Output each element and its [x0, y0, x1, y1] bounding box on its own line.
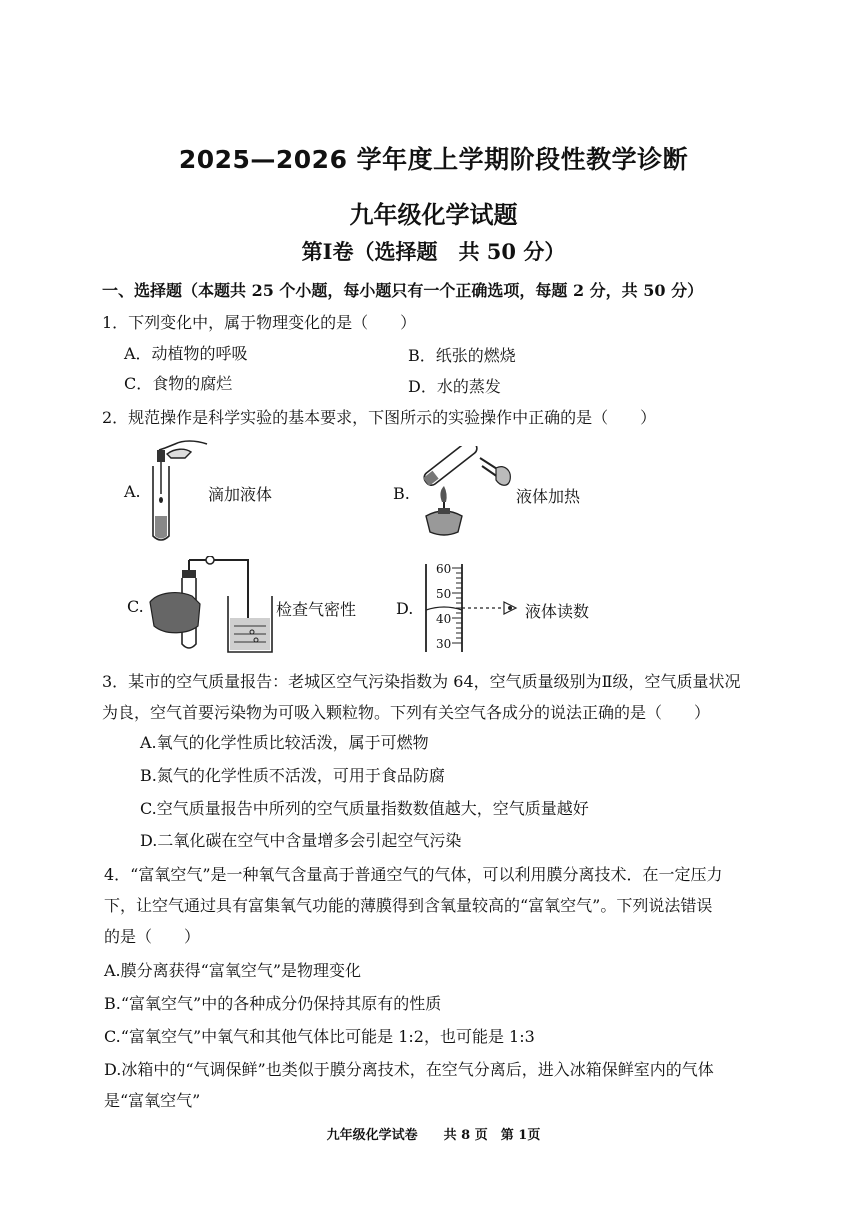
- cylinder-tick-40: 40: [436, 612, 452, 626]
- question-4-option-d: D.冰箱中的“气调保鲜”也类似于膜分离技术，在空气分离后，进入冰箱保鲜室内的气体: [104, 1060, 714, 1079]
- question-1-option-d: D．水的蒸发: [408, 377, 501, 396]
- question-3-stem-line-2: 为良，空气首要污染物为可吸入颗粒物。下列有关空气各成分的说法正确的是（ ）: [102, 703, 711, 722]
- question-1-stem: 1．下列变化中，属于物理变化的是（ ）: [102, 313, 417, 332]
- cylinder-tick-60: 60: [436, 562, 452, 576]
- airtightness-figure: [148, 556, 278, 656]
- figure-c-letter: C.: [127, 597, 144, 616]
- question-4-option-b: B.“富氧空气”中的各种成分仍保持其原有的性质: [104, 994, 442, 1013]
- graduated-cylinder-figure: [418, 560, 528, 655]
- question-4-stem-line-1: 4．“富氧空气”是一种氧气含量高于普通空气的气体，可以利用膜分离技术．在一定压力: [104, 865, 723, 884]
- figure-a-caption: 滴加液体: [208, 485, 273, 504]
- cylinder-tick-30: 30: [436, 637, 452, 651]
- question-2-stem: 2．规范操作是科学实验的基本要求，下图所示的实验操作中正确的是（ ）: [102, 408, 657, 427]
- dropper-figure: [145, 436, 210, 546]
- question-3-option-d: D.二氧化碳在空气中含量增多会引起空气污染: [140, 831, 462, 850]
- figure-b-caption: 液体加热: [516, 487, 581, 506]
- cylinder-tick-50: 50: [436, 587, 452, 601]
- question-3-option-a: A.氧气的化学性质比较活泼，属于可燃物: [140, 733, 429, 752]
- figure-a-letter: A.: [124, 482, 141, 501]
- alcohol-lamp-figure: [412, 446, 517, 541]
- question-1-option-c: C．食物的腐烂: [124, 374, 233, 393]
- exam-subtitle: 九年级化学试题: [349, 201, 518, 229]
- question-3-option-b: B.氮气的化学性质不活泼，可用于食品防腐: [140, 766, 445, 785]
- question-3-option-c: C.空气质量报告中所列的空气质量指数数值越大，空气质量越好: [140, 799, 589, 818]
- question-4-option-d-continued: 是“富氧空气”: [104, 1091, 201, 1110]
- figure-d-caption: 液体读数: [525, 602, 590, 621]
- page-footer: 九年级化学试卷 共 8 页 第 1页: [326, 1128, 541, 1143]
- question-4-stem-line-3: 的是（ ）: [104, 927, 201, 946]
- question-1-option-b: B．纸张的燃烧: [408, 346, 516, 365]
- question-1-option-a: A．动植物的呼吸: [124, 344, 248, 363]
- figure-b-letter: B.: [393, 484, 410, 503]
- part-heading: 第Ⅰ卷（选择题 共 50 分）: [301, 239, 566, 264]
- question-3-stem-line-1: 3．某市的空气质量报告：老城区空气污染指数为 64，空气质量级别为Ⅱ级，空气质量状况: [102, 672, 741, 691]
- section-heading: 一、选择题（本题共 25 个小题，每小题只有一个正确选项，每题 2 分，共 50 分）: [102, 281, 704, 300]
- exam-title: 2025—2026 学年度上学期阶段性教学诊断: [178, 145, 689, 174]
- question-4-option-c: C.“富氧空气”中氧气和其他气体比可能是 1:2，也可能是 1:3: [104, 1027, 535, 1046]
- question-4-stem-line-2: 下，让空气通过具有富集氧气功能的薄膜得到含氧量较高的“富氧空气”。下列说法错误: [104, 896, 713, 915]
- figure-d-letter: D.: [396, 599, 414, 618]
- figure-c-caption: 检查气密性: [276, 600, 357, 619]
- question-4-option-a: A.膜分离获得“富氧空气”是物理变化: [104, 961, 362, 980]
